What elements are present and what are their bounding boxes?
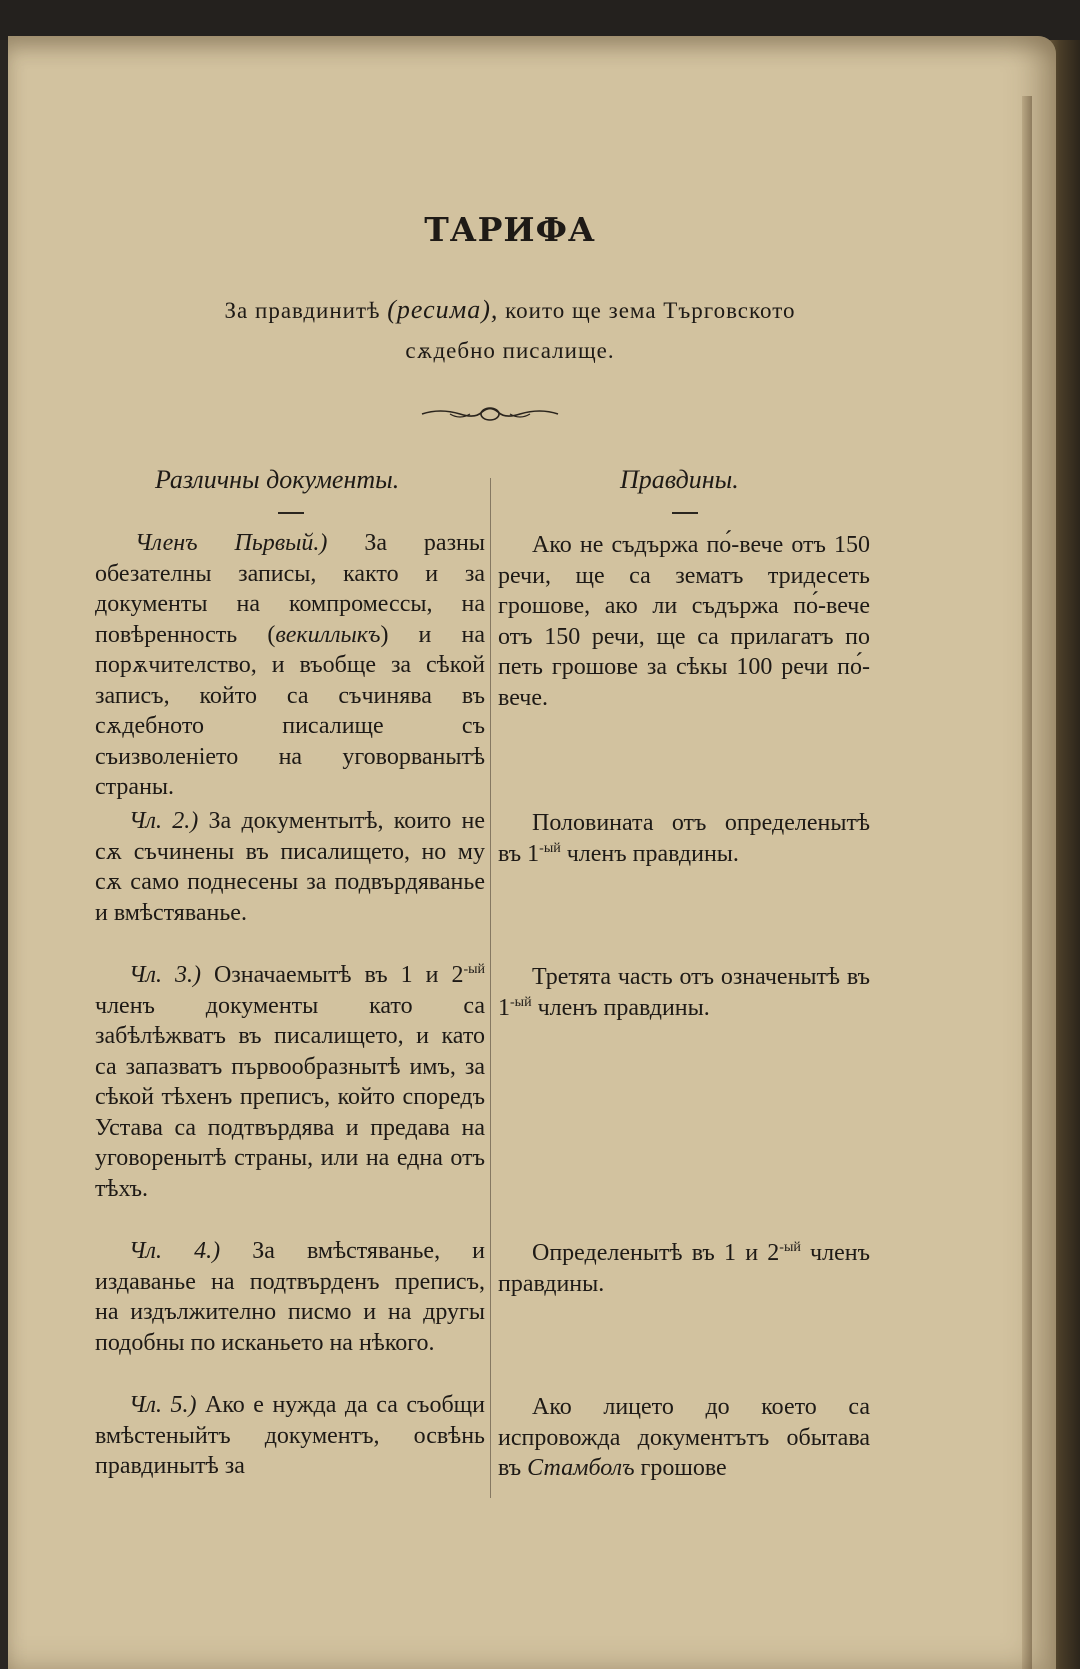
entry-5-fee-b: грошове: [634, 1455, 727, 1481]
entry-3-fee-sup: -ый: [510, 994, 532, 1010]
entry-2-left: [95, 806, 485, 928]
page-title: ТАРИФА: [424, 210, 596, 249]
entry-4-label: Чл. 4.): [129, 1238, 221, 1264]
entry-4-text: За вмѣстяванье, и издаванье на подтвърденъ преписъ, на издължително писмо и на другы подобны по исканьето на нѣкого.: [95, 1238, 485, 1356]
entry-1-left: [95, 528, 485, 803]
entry-3-text-sup: -ый: [463, 962, 486, 977]
entry-3-text-b: членъ документы като са забѣлѣжватъ въ писалището, и като са запазватъ първообразнытѣ имъ, за сѣкой тѣхенъ преписъ, който споредъ Устава са подтвърдява и предава на уговоренытѣ страны, или на една отъ тѣхъ.: [95, 992, 485, 1202]
header-dash-right: [672, 512, 698, 514]
entry-3-fee-b: членъ правдины.: [531, 994, 710, 1021]
entry-2-right: [498, 808, 870, 869]
entry-1-text-b: ) и на порѫчителство, и въобще за сѣкой записъ, който са съчинява въ сѫдебното писалище съ съизволеніето на уговорванытѣ страны.: [95, 621, 485, 800]
entry-2-label: Чл. 2.): [129, 808, 199, 834]
entry-2-text: За документытѣ, които не сѫ съчинены въ писалището, но му сѫ само поднесены за подвърдяванье и вмѣстяванье.: [95, 808, 485, 926]
entry-1-text-a: За разны обезателны записы, както и за документы на компромессы, на повѣренность (: [95, 530, 486, 648]
entry-4-left: [95, 1236, 485, 1358]
page-subtitle: [120, 290, 900, 371]
header-dash-left: [278, 512, 304, 514]
entry-3-label: Чл. 3.): [129, 962, 201, 988]
entry-3-text-a: Означаемытѣ въ 1 и 2: [213, 962, 464, 988]
entry-1-text-italic: векиллыкъ: [275, 621, 381, 648]
page-fold-shadow: [1022, 96, 1032, 1669]
subtitle-italic: (ресима),: [387, 295, 499, 324]
entry-2-fee-sup: -ый: [539, 840, 561, 856]
entry-1-fee: Ако не съдържа по́-вече отъ 150 речи, ще са зематъ тридесеть грошове, ако ли съдържа по́-вече отъ 150 речи, ще са прилагатъ по петь грошове за сѣкы 100 речи по́-вече.: [498, 532, 870, 711]
entry-5-fee-a: Ако лицето до което са испровожда документътъ обытава въ: [498, 1394, 870, 1481]
entry-1-right: [498, 530, 870, 713]
subtitle-part2: които ще зема Търговското: [505, 298, 796, 323]
subtitle-part1: За правдинитѣ: [224, 298, 381, 323]
entry-2-fee-a: Половината отъ определенытѣ въ 1: [498, 810, 870, 867]
entry-5-right: [498, 1392, 870, 1484]
column-header-left: Различны документы.: [155, 465, 400, 494]
entry-2-fee-b: членъ правдины.: [560, 840, 739, 867]
scan-top-background: [0, 0, 1080, 40]
entry-5-text: Ако е нужда да са съобщи вмѣстеныйтъ документъ, освѣнь правдинытѣ за: [95, 1392, 485, 1479]
column-divider: [490, 478, 491, 1498]
entry-4-fee-a: Определенытѣ въ 1 и 2: [532, 1240, 780, 1266]
entry-3-fee-a: Третята часть отъ означенытѣ въ 1: [498, 964, 870, 1021]
entry-5-label: Чл. 5.): [129, 1392, 197, 1418]
entry-5-fee-italic: Стамболъ: [527, 1455, 635, 1481]
entry-3-left: [95, 960, 485, 1204]
entry-5-left: [95, 1390, 485, 1482]
entry-4-right: [498, 1238, 870, 1299]
subtitle-line2: сѫдебно писалище.: [405, 338, 615, 363]
entry-4-fee-b: членъ правдины.: [498, 1240, 870, 1297]
column-header-right: Правдины.: [620, 465, 739, 494]
entry-3-right: [498, 962, 870, 1023]
entry-4-fee-sup: -ый: [779, 1240, 801, 1255]
entry-1-label: Членъ Пьрвый.): [135, 530, 328, 556]
ornament-divider-icon: [420, 402, 560, 426]
